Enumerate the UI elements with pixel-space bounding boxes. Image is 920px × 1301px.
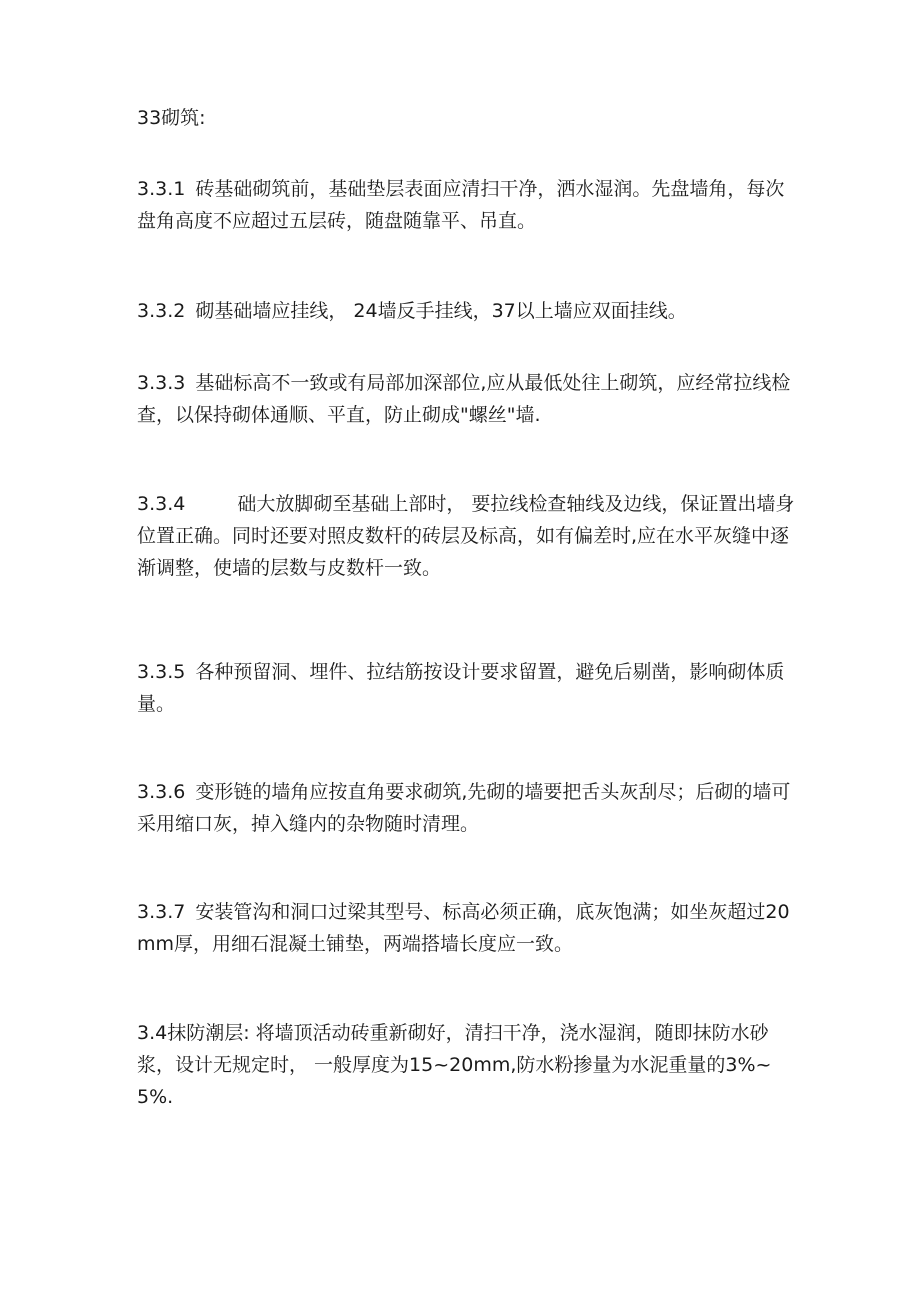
paragraph-number: 3.3.6: [137, 781, 186, 803]
paragraph-3-4: 3.4抹防潮层: 将墙顶活动砖重新砌好，清扫干净，浇水湿润，随即抹防水砂浆，设计无规定时， 一般厚度为15~20mm,防水粉掺量为水泥重量的3%~5%.: [137, 1022, 772, 1108]
paragraph-text: 砌基础墙应挂线， 24墙反手挂线，37以上墙应双面挂线。: [195, 300, 687, 322]
paragraph-text: 安装管沟和洞口过梁其型号、标高必须正确，底灰饱满；如坐灰超过20mm厚，用细石混凝土铺垫，两端搭墙长度应一致。: [137, 901, 790, 955]
paragraph-3-3-2: [137, 295, 797, 327]
paragraph-text: 各种预留洞、埋件、拉结筋按设计要求留置，避免后剔凿，影响砌体质量。: [137, 661, 785, 715]
section-heading: 33砌筑:: [137, 107, 206, 129]
paragraph-3-3-5: [137, 656, 797, 720]
paragraph-text: 变形链的墙角应按直角要求砌筑,先砌的墙要把舌头灰刮尽；后砌的墙可采用缩口灰，掉入缝内的杂物随时清理。: [137, 781, 791, 835]
paragraph-3-3-1: [137, 173, 797, 237]
paragraph-text: 砖基础砌筑前，基础垫层表面应清扫干净，洒水湿润。先盘墙角，每次盘角高度不应超过五层砖，随盘随靠平、吊直。: [137, 178, 785, 232]
paragraph-number: 3.3.2: [137, 300, 186, 322]
paragraph-number: 3.3.7: [137, 901, 186, 923]
paragraph-3-3-7: [137, 896, 797, 960]
paragraph-text: 基础标高不一致或有局部加深部位,应从最低处往上砌筑，应经常拉线检查，以保持砌体通顺、平直，防止砌成"螺丝"墙.: [137, 372, 791, 426]
paragraph-number: 3.3.5: [137, 661, 186, 683]
paragraph-text: 础大放脚砌至基础上部时， 要拉线检查轴线及边线，保证置出墙身位置正确。同时还要对照皮数杆的砖层及标高，如有偏差时,应在水平灰缝中逐渐调整，使墙的层数与皮数杆一致。: [137, 493, 795, 579]
paragraph-3-3-4: [137, 488, 797, 584]
paragraph-3-3-6: [137, 776, 797, 840]
paragraph-number: 3.3.3: [137, 372, 186, 394]
paragraph-3-3-3: [137, 367, 797, 431]
paragraph-number: 3.3.1: [137, 178, 186, 200]
paragraph-number: 3.3.4: [137, 493, 186, 515]
